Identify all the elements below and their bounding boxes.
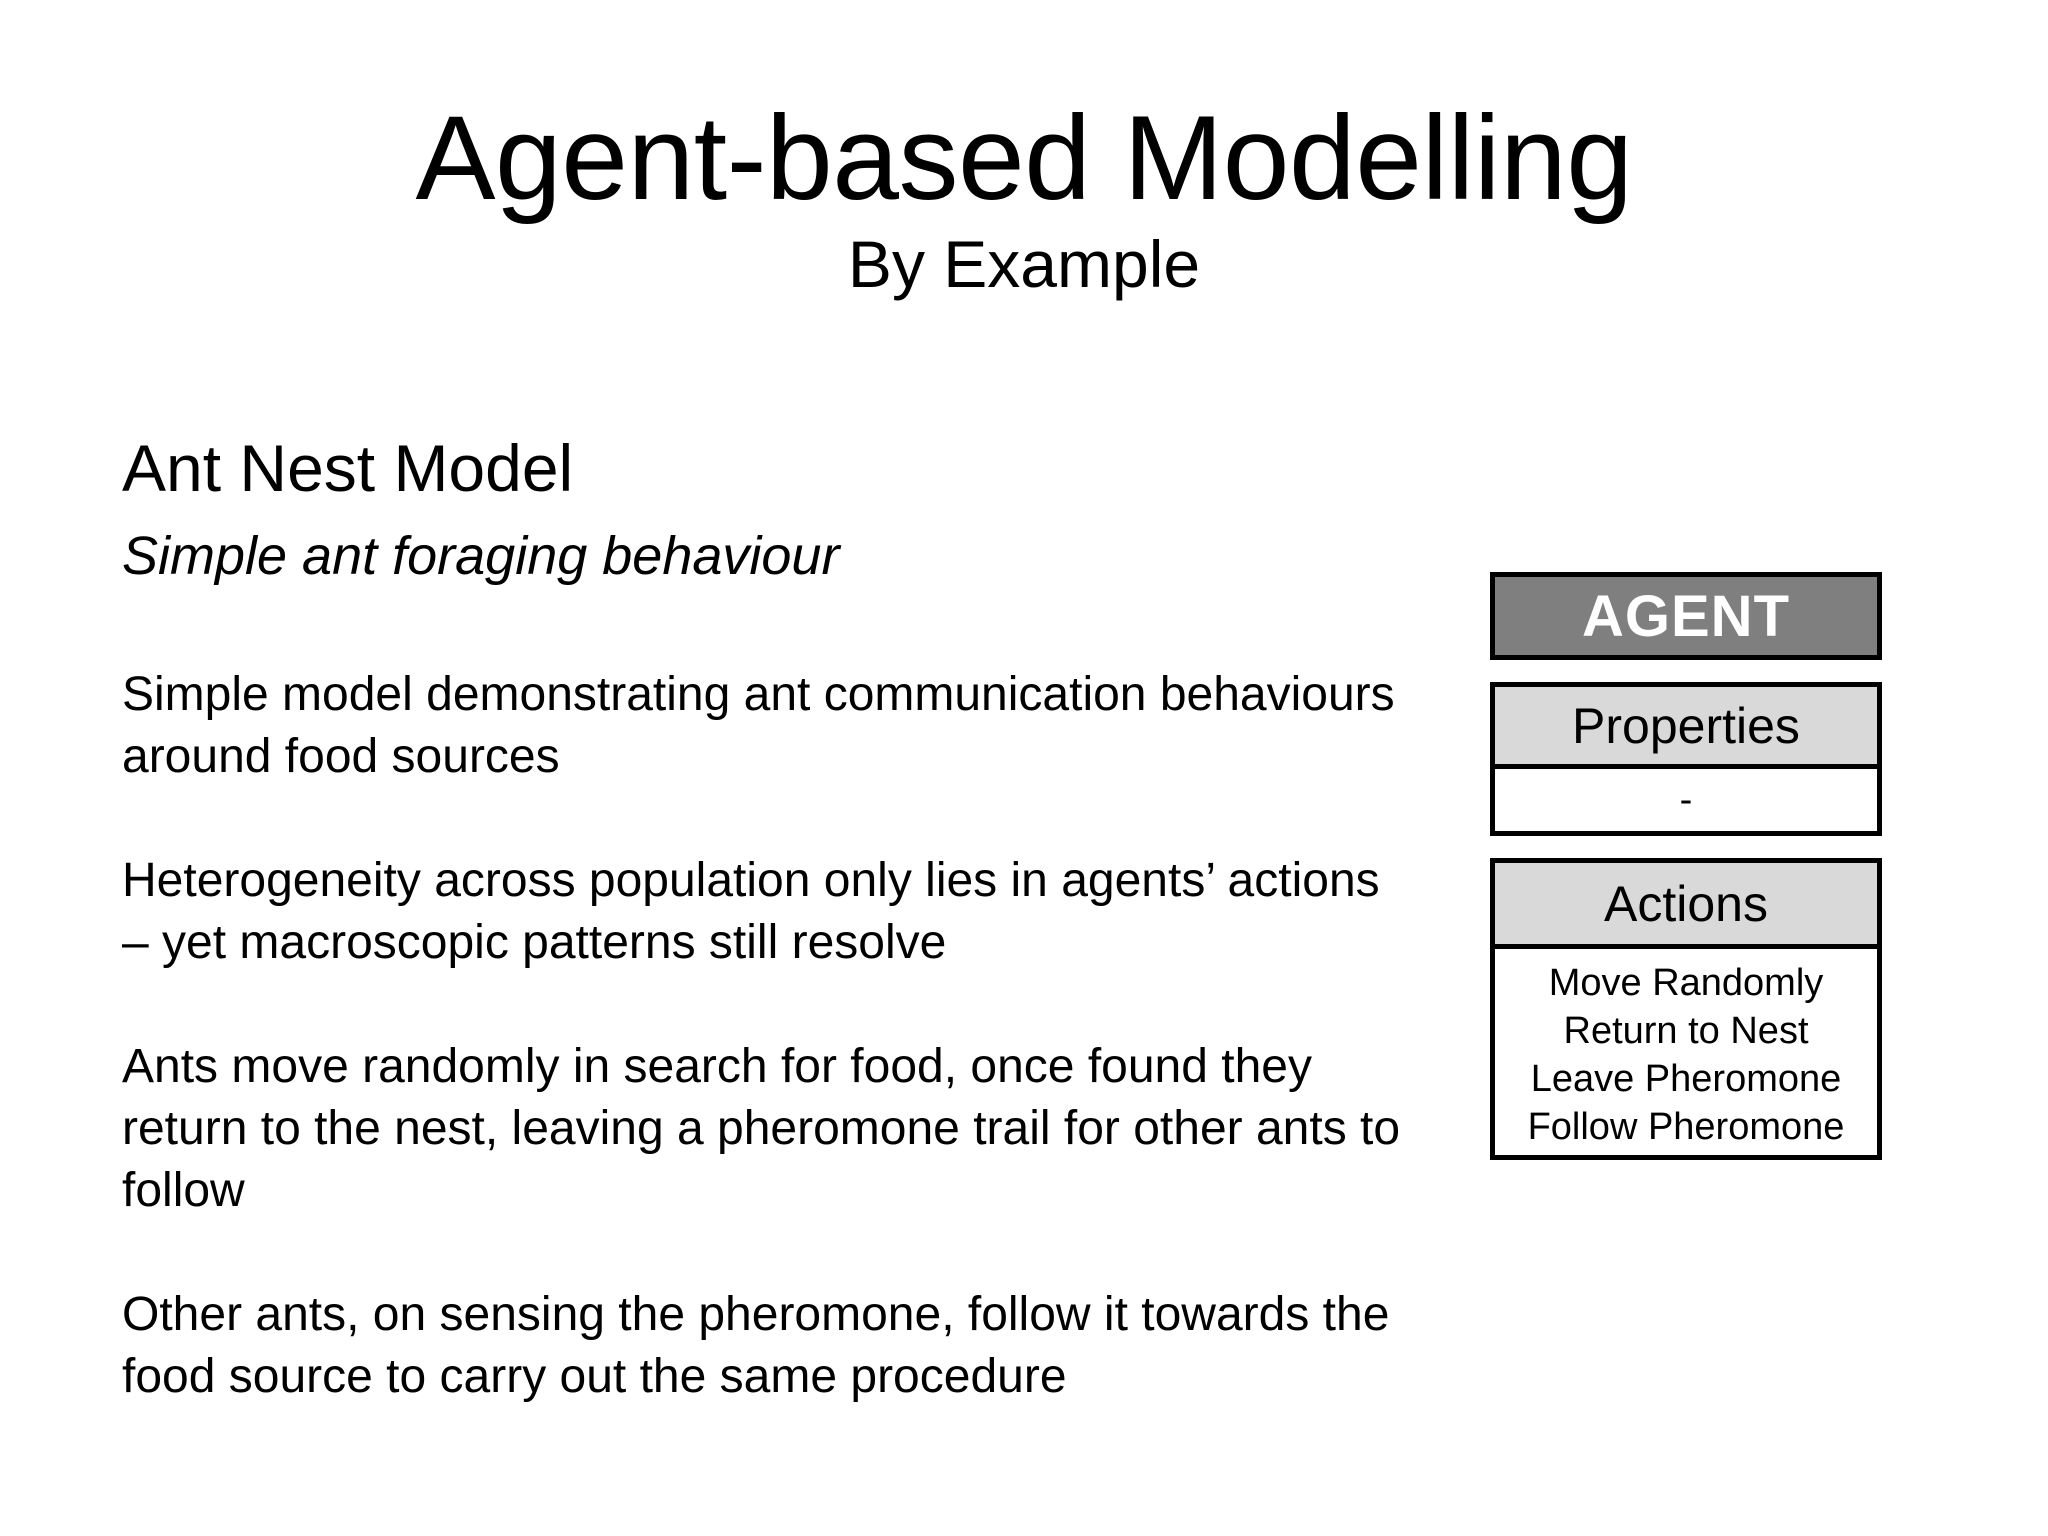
properties-header: Properties [1495, 687, 1877, 769]
section-subheading: Simple ant foraging behaviour [122, 526, 840, 586]
action-item: Return to Nest [1563, 1010, 1809, 1052]
actions-panel [1490, 858, 1882, 1160]
actions-header: Actions [1495, 863, 1877, 949]
paragraph-model-description: Simple model demonstrating ant communication behaviours around food sources [122, 668, 1395, 783]
action-item: Move Randomly [1548, 962, 1824, 1004]
agent-header-box: AGENT [1490, 572, 1882, 660]
paragraph-heterogeneity: Heterogeneity across population only lies in agents’ actions – yet macroscopic patterns still resolve [122, 854, 1380, 969]
action-item: Follow Pheromone [1527, 1106, 1845, 1148]
properties-value: - [1679, 779, 1693, 821]
action-item: Leave Pheromone [1530, 1058, 1842, 1100]
paragraph-ant-movement: Ants move randomly in search for food, once found they return to the nest, leaving a pheromone trail for other ants to follow [122, 1040, 1401, 1217]
actions-list [1495, 949, 1877, 1151]
properties-panel [1490, 682, 1882, 836]
paragraph-pheromone-following: Other ants, on sensing the pheromone, follow it towards the food source to carry out the same procedure [122, 1288, 1390, 1403]
section-heading: Ant Nest Model [122, 431, 574, 505]
slide-title: Agent-based Modelling [415, 91, 1633, 225]
slide-subtitle: By Example [847, 227, 1201, 301]
